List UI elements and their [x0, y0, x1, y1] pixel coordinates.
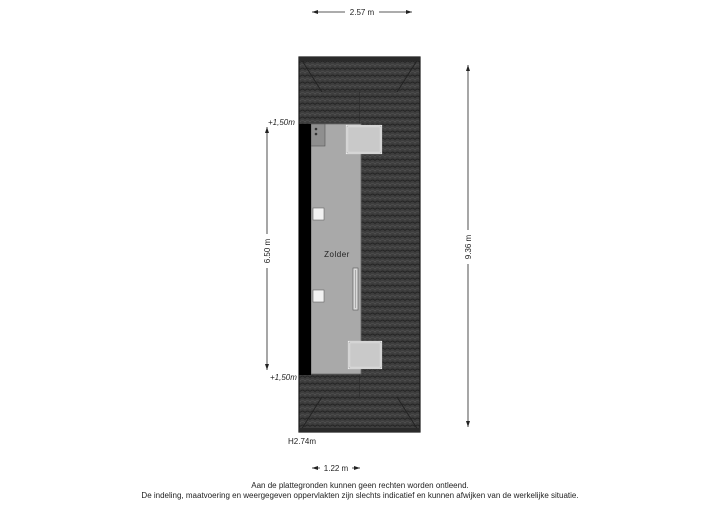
dimension-top — [312, 7, 412, 17]
ridge-height-label: H2.74m — [288, 437, 317, 446]
dimension-bottom-label: 1.22 m — [323, 464, 349, 473]
opening-upper — [313, 208, 324, 220]
dimension-right-label: 9.36 m — [464, 234, 473, 260]
height-marker-lower: +1,50m — [270, 373, 297, 382]
disclaimer — [0, 481, 720, 501]
wall — [299, 124, 311, 375]
roof-window-top — [347, 126, 381, 153]
dimension-right — [462, 65, 474, 427]
disclaimer-line-2: De indeling, maatvoering en weergegeven oppervlakten zijn slechts indicatief en kunnen afwijken van de werkelijke situatie. — [141, 491, 579, 500]
disclaimer-line-1: Aan de plattegronden kunnen geen rechten worden ontleend. — [251, 481, 469, 490]
duct-block — [311, 124, 325, 146]
dimension-bottom — [312, 463, 360, 473]
dimension-left — [261, 127, 273, 370]
roof-window-bottom — [349, 342, 381, 368]
height-marker-upper: +1,50m — [268, 118, 295, 127]
room-label: Zolder — [324, 250, 350, 259]
zolder-floor — [311, 124, 361, 374]
dimension-left-label: 6.50 m — [263, 238, 272, 264]
opening-lower — [313, 290, 324, 302]
dimension-top-label: 2.57 m — [349, 8, 375, 17]
